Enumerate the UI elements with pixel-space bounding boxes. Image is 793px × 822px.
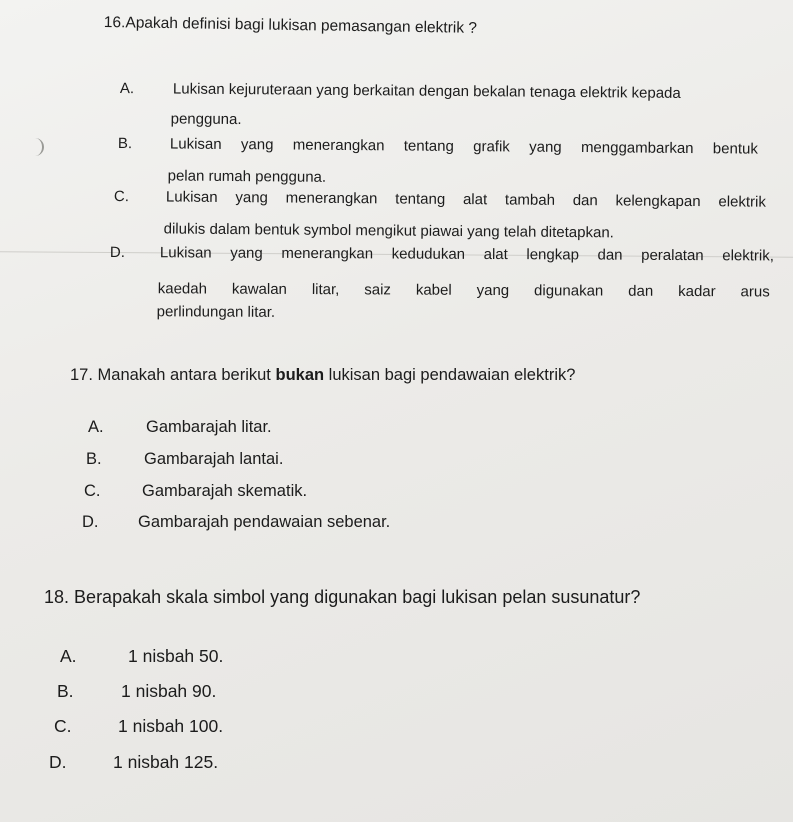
option-text-line: Lukisan kejuruteraan yang berkaitan dengan bekalan tenaga elektrik kepada bbox=[172, 80, 681, 102]
option-letter: C. bbox=[54, 716, 72, 736]
question-17-emphasis: bukan bbox=[275, 366, 325, 384]
option-letter: C. bbox=[113, 188, 129, 206]
question-16-number: 16. bbox=[103, 14, 126, 32]
option-text-line: Lukisan yang menerangkan tentang alat tambah dan kelengkapan elektrik bbox=[165, 188, 766, 211]
question-17-text-before: Manakah antara berikut bbox=[97, 366, 276, 384]
option-text-line: pengguna. bbox=[170, 110, 242, 129]
question-18-number: 18. bbox=[44, 587, 70, 607]
option-letter: D. bbox=[109, 244, 125, 262]
question-17 bbox=[70, 366, 575, 385]
option-text: Gambarajah skematik. bbox=[142, 482, 308, 500]
option-text-line: Lukisan yang menerangkan kedudukan alat lengkap dan peralatan elektrik, bbox=[159, 244, 774, 265]
option-text: 1 nisbah 125. bbox=[113, 752, 219, 772]
option-letter: B. bbox=[57, 681, 74, 701]
question-16-text: Apakah definisi bagi lukisan pemasangan elektrik ? bbox=[125, 14, 478, 37]
option-text-line: dilukis dalam bentuk symbol mengikut piawai yang telah ditetapkan. bbox=[163, 220, 614, 242]
option-text: Gambarajah pendawaian sebenar. bbox=[138, 513, 391, 531]
question-18 bbox=[44, 587, 640, 608]
option-letter: A. bbox=[119, 80, 135, 98]
option-text: 1 nisbah 90. bbox=[121, 681, 217, 701]
option-letter: A. bbox=[88, 418, 104, 436]
option-text-line: kaedah kawalan litar, saiz kabel yang digunakan dan kadar arus bbox=[157, 280, 770, 301]
option-letter: C. bbox=[84, 482, 101, 500]
option-text-line: Lukisan yang menerangkan tentang grafik yang menggambarkan bentuk bbox=[169, 135, 758, 158]
option-letter: B. bbox=[86, 450, 102, 468]
question-17-text-after: lukisan bagi pendawaian elektrik? bbox=[324, 366, 576, 384]
question-18-text: Berapakah skala simbol yang digunakan bagi lukisan pelan susunatur? bbox=[74, 587, 641, 607]
option-letter: D. bbox=[82, 513, 99, 531]
option-text: 1 nisbah 100. bbox=[118, 716, 224, 736]
option-text-line: pelan rumah pengguna. bbox=[167, 167, 327, 186]
option-text-line: perlindungan litar. bbox=[156, 303, 276, 321]
option-text: Gambarajah lantai. bbox=[144, 450, 284, 468]
question-17-number: 17. bbox=[70, 366, 93, 384]
option-text: Gambarajah litar. bbox=[146, 418, 272, 436]
option-text: 1 nisbah 50. bbox=[128, 646, 224, 666]
question-16 bbox=[104, 14, 477, 38]
option-letter: D. bbox=[49, 752, 67, 772]
option-letter: A. bbox=[60, 646, 77, 666]
pencil-mark bbox=[28, 138, 44, 156]
option-letter: B. bbox=[117, 135, 133, 153]
